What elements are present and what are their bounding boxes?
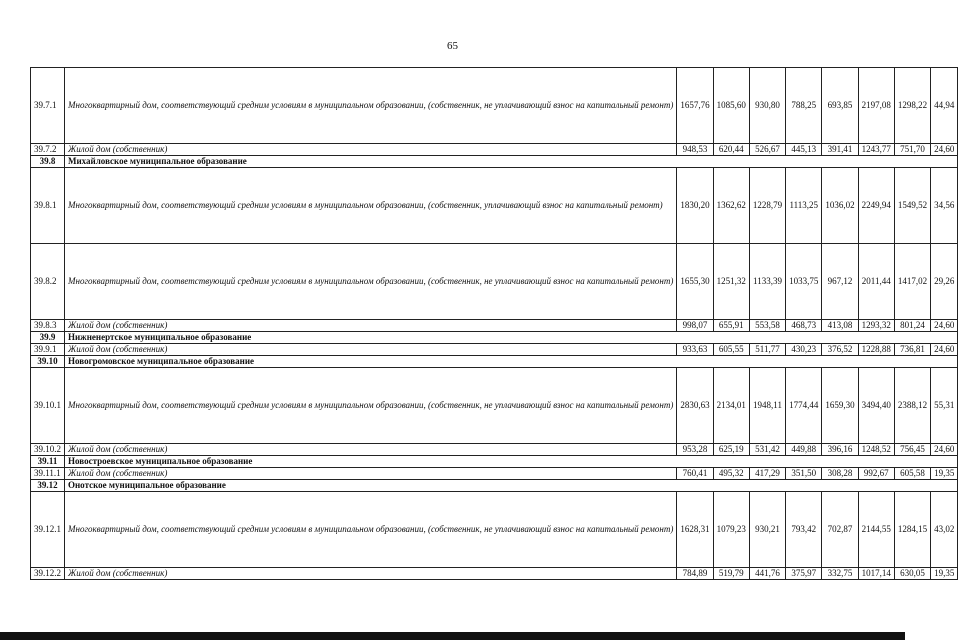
row-value-6: 3494,40 [858,368,894,444]
row-value-2: 1085,60 [713,68,749,144]
row-value-6: 1243,77 [858,144,894,156]
row-code: 39.7.1 [31,68,65,144]
section-row [31,332,958,344]
row-description: Многоквартирный дом, соответствующий средним условиям в муниципальном образовании, (собственник, не уплачивающий взнос на капитальный ремонт) [65,244,677,320]
row-value-5: 693,85 [822,68,858,144]
row-value-4: 1033,75 [786,244,822,320]
row-value-5: 396,16 [822,444,858,456]
table-row [31,168,958,244]
section-title: Михайловское муниципальное образование [65,156,958,168]
row-code: 39.12.2 [31,568,65,580]
row-value-3: 1948,11 [749,368,785,444]
row-value-4: 1774,44 [786,368,822,444]
row-value-4: 468,73 [786,320,822,332]
table-row [31,244,958,320]
row-value-1: 1657,76 [677,68,713,144]
row-description: Жилой дом (собственник) [65,344,677,356]
row-value-3: 417,29 [749,468,785,480]
scan-edge-bar [0,632,905,640]
row-value-5: 1036,02 [822,168,858,244]
row-value-8: 24,60 [931,320,958,332]
row-description: Жилой дом (собственник) [65,468,677,480]
row-value-6: 1293,32 [858,320,894,332]
row-value-1: 760,41 [677,468,713,480]
table-row [31,568,958,580]
row-value-1: 1830,20 [677,168,713,244]
table-row [31,492,958,568]
row-value-7: 1549,52 [894,168,930,244]
table-row [31,444,958,456]
row-value-7: 801,24 [894,320,930,332]
row-value-7: 605,58 [894,468,930,480]
row-description: Жилой дом (собственник) [65,144,677,156]
row-code: 39.8.1 [31,168,65,244]
row-value-2: 1362,62 [713,168,749,244]
row-value-8: 24,60 [931,444,958,456]
row-description: Многоквартирный дом, соответствующий средним условиям в муниципальном образовании, (собственник, не уплачивающий взнос на капитальный ремонт) [65,368,677,444]
row-value-1: 784,89 [677,568,713,580]
row-value-1: 1628,31 [677,492,713,568]
row-value-1: 1655,30 [677,244,713,320]
row-code: 39.12.1 [31,492,65,568]
row-value-2: 625,19 [713,444,749,456]
row-value-5: 967,12 [822,244,858,320]
row-value-3: 511,77 [749,344,785,356]
row-value-4: 449,88 [786,444,822,456]
row-description: Многоквартирный дом, соответствующий средним условиям в муниципальном образовании, (собственник, не уплачивающий взнос на капитальный ремонт) [65,492,677,568]
row-value-8: 55,31 [931,368,958,444]
row-value-3: 1133,39 [749,244,785,320]
row-value-6: 992,67 [858,468,894,480]
row-code: 39.10.2 [31,444,65,456]
table-row [31,468,958,480]
row-value-5: 376,52 [822,344,858,356]
row-value-4: 788,25 [786,68,822,144]
row-code: 39.11.1 [31,468,65,480]
row-value-1: 2830,63 [677,368,713,444]
row-value-3: 531,42 [749,444,785,456]
section-code: 39.12 [31,480,65,492]
table-row [31,344,958,356]
row-value-1: 998,07 [677,320,713,332]
row-value-2: 1079,23 [713,492,749,568]
page-number: 65 [447,40,458,52]
row-value-5: 308,28 [822,468,858,480]
row-value-2: 605,55 [713,344,749,356]
row-value-4: 430,23 [786,344,822,356]
row-code: 39.8.2 [31,244,65,320]
row-description: Жилой дом (собственник) [65,444,677,456]
row-value-2: 2134,01 [713,368,749,444]
row-value-8: 34,56 [931,168,958,244]
row-value-2: 620,44 [713,144,749,156]
section-row [31,156,958,168]
tariff-table [30,67,958,580]
row-value-5: 702,87 [822,492,858,568]
row-value-6: 2197,08 [858,68,894,144]
row-value-1: 933,63 [677,344,713,356]
row-value-8: 44,94 [931,68,958,144]
section-row [31,356,958,368]
row-value-6: 2144,55 [858,492,894,568]
row-code: 39.9.1 [31,344,65,356]
row-value-3: 1228,79 [749,168,785,244]
row-value-7: 2388,12 [894,368,930,444]
row-value-6: 2249,94 [858,168,894,244]
section-code: 39.10 [31,356,65,368]
table-row [31,368,958,444]
row-value-1: 948,53 [677,144,713,156]
row-description: Многоквартирный дом, соответствующий средним условиям в муниципальном образовании, (собственник, уплачивающий взнос на капитальный ремонт) [65,168,677,244]
row-value-5: 391,41 [822,144,858,156]
row-value-8: 19,35 [931,568,958,580]
row-value-4: 793,42 [786,492,822,568]
row-value-2: 1251,32 [713,244,749,320]
section-row [31,456,958,468]
table-row [31,144,958,156]
row-description: Жилой дом (собственник) [65,568,677,580]
row-value-3: 553,58 [749,320,785,332]
row-description: Многоквартирный дом, соответствующий средним условиям в муниципальном образовании, (собственник, не уплачивающий взнос на капитальный ремонт) [65,68,677,144]
row-value-6: 1017,14 [858,568,894,580]
row-code: 39.7.2 [31,144,65,156]
row-value-5: 332,75 [822,568,858,580]
row-code: 39.10.1 [31,368,65,444]
row-value-1: 953,28 [677,444,713,456]
row-value-8: 24,60 [931,144,958,156]
section-code: 39.8 [31,156,65,168]
section-code: 39.11 [31,456,65,468]
row-value-3: 441,76 [749,568,785,580]
section-row [31,480,958,492]
row-value-3: 526,67 [749,144,785,156]
table-row [31,68,958,144]
table-body [31,68,958,580]
row-value-5: 1659,30 [822,368,858,444]
row-value-4: 1113,25 [786,168,822,244]
row-code: 39.8.3 [31,320,65,332]
row-value-6: 2011,44 [858,244,894,320]
section-code: 39.9 [31,332,65,344]
row-value-4: 375,97 [786,568,822,580]
row-value-6: 1228,88 [858,344,894,356]
row-value-4: 351,50 [786,468,822,480]
row-value-8: 29,26 [931,244,958,320]
row-value-4: 445,13 [786,144,822,156]
row-value-7: 736,81 [894,344,930,356]
row-value-7: 1417,02 [894,244,930,320]
section-title: Онотское муниципальное образование [65,480,958,492]
row-value-5: 413,08 [822,320,858,332]
row-description: Жилой дом (собственник) [65,320,677,332]
row-value-3: 930,80 [749,68,785,144]
section-title: Новостроевское муниципальное образование [65,456,958,468]
row-value-7: 1284,15 [894,492,930,568]
row-value-7: 751,70 [894,144,930,156]
row-value-8: 24,60 [931,344,958,356]
row-value-6: 1248,52 [858,444,894,456]
row-value-8: 19,35 [931,468,958,480]
row-value-3: 930,21 [749,492,785,568]
row-value-8: 43,02 [931,492,958,568]
tariff-table-wrapper [30,67,958,580]
section-title: Нижненертское муниципальное образование [65,332,958,344]
row-value-7: 756,45 [894,444,930,456]
row-value-2: 655,91 [713,320,749,332]
row-value-7: 1298,22 [894,68,930,144]
row-value-2: 519,79 [713,568,749,580]
table-row [31,320,958,332]
row-value-2: 495,32 [713,468,749,480]
section-title: Новогромовское муниципальное образование [65,356,958,368]
row-value-7: 630,05 [894,568,930,580]
